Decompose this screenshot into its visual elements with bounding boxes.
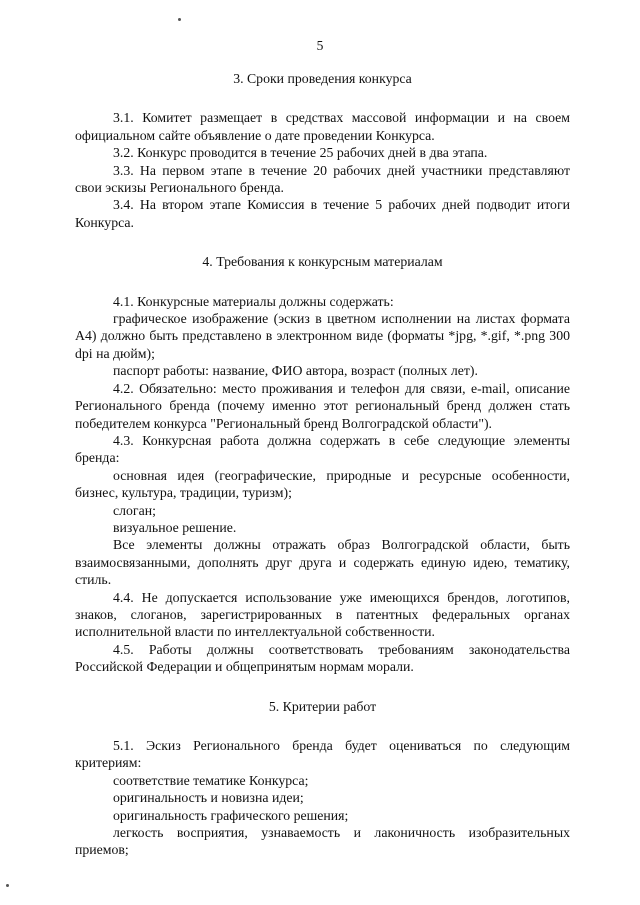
- paragraph-4-4: 4.4. Не допускается использование уже имеющихся брендов, логотипов, знаков, слоганов, зарегистрированных в патентных федеральных органах исполнительной власти по интеллектуальной собственности.: [75, 589, 570, 640]
- paragraph-3-2: 3.2. Конкурс проводится в течение 25 рабочих дней в два этапа.: [113, 145, 488, 161]
- paragraph-4-1-passport: паспорт работы: название, ФИО автора, возраст (полных лет).: [113, 363, 478, 379]
- paragraph-4-2: 4.2. Обязательно: место проживания и телефон для связи, e-mail, описание Регионального бренда (почему именно этот региональный бренд должен стать победителем конкурса "Региональный бренд Волгоградской области").: [75, 380, 570, 431]
- scan-speck: [6, 884, 9, 887]
- document-body: [75, 70, 570, 859]
- section-3-title: 3. Сроки проведения конкурса: [233, 71, 412, 86]
- criterion-novelty: оригинальность и новизна идеи;: [113, 790, 304, 806]
- paragraph-4-3: 4.3. Конкурсная работа должна содержать в себе следующие элементы бренда:: [75, 432, 570, 466]
- paragraph-5-1: 5.1. Эскиз Регионального бренда будет оцениваться по следующим критериям:: [75, 738, 570, 771]
- criterion-perception: легкость восприятия, узнаваемость и лаконичность изобразительных приемов;: [75, 825, 570, 858]
- paragraph-4-1-image: графическое изображение (эскиз в цветном исполнении на листах формата А4) должно быть представлено в электронном виде (форматы *jpg, *.gif, *.png 300 dpi на дюйм);: [75, 311, 570, 361]
- paragraph-4-1: 4.1. Конкурсные материалы должны содержать:: [113, 293, 394, 309]
- paragraph-4-3-idea: основная идея (географические, природные и ресурсные особенности, бизнес, культура, традиции, туризм);: [75, 467, 570, 501]
- paragraph-4-3-slogan: слоган;: [113, 502, 156, 518]
- paragraph-3-3: 3.3. На первом этапе в течение 20 рабочих дней участники представляют свои эскизы Регионального бренда.: [75, 162, 570, 196]
- scan-speck: [178, 18, 181, 21]
- paragraph-3-4: 3.4. На втором этапе Комиссия в течение 5 рабочих дней подводит итоги Конкурса.: [75, 197, 570, 230]
- paragraph-4-3-elements: Все элементы должны отражать образ Волгоградской области, быть взаимосвязанными, дополнять друг друга и содержать единую идею, тематику, стиль.: [75, 537, 570, 588]
- section-4-title: 4. Требования к конкурсным материалам: [202, 254, 443, 270]
- page-number: 5: [316, 38, 324, 53]
- criterion-graphics: оригинальность графического решения;: [113, 807, 349, 823]
- criterion-theme: соответствие тематике Конкурса;: [113, 772, 309, 788]
- paragraph-4-5: 4.5. Работы должны соответствовать требованиям законодательства Российской Федерации и общепринятым нормам морали.: [75, 641, 570, 675]
- paragraph-4-3-visual: визуальное решение.: [113, 519, 237, 535]
- section-5-title: 5. Критерии работ: [268, 698, 377, 714]
- paragraph-3-1: 3.1. Комитет размещает в средствах массовой информации и на своем официальном сайте объявление о дате проведении Конкурса.: [75, 110, 570, 143]
